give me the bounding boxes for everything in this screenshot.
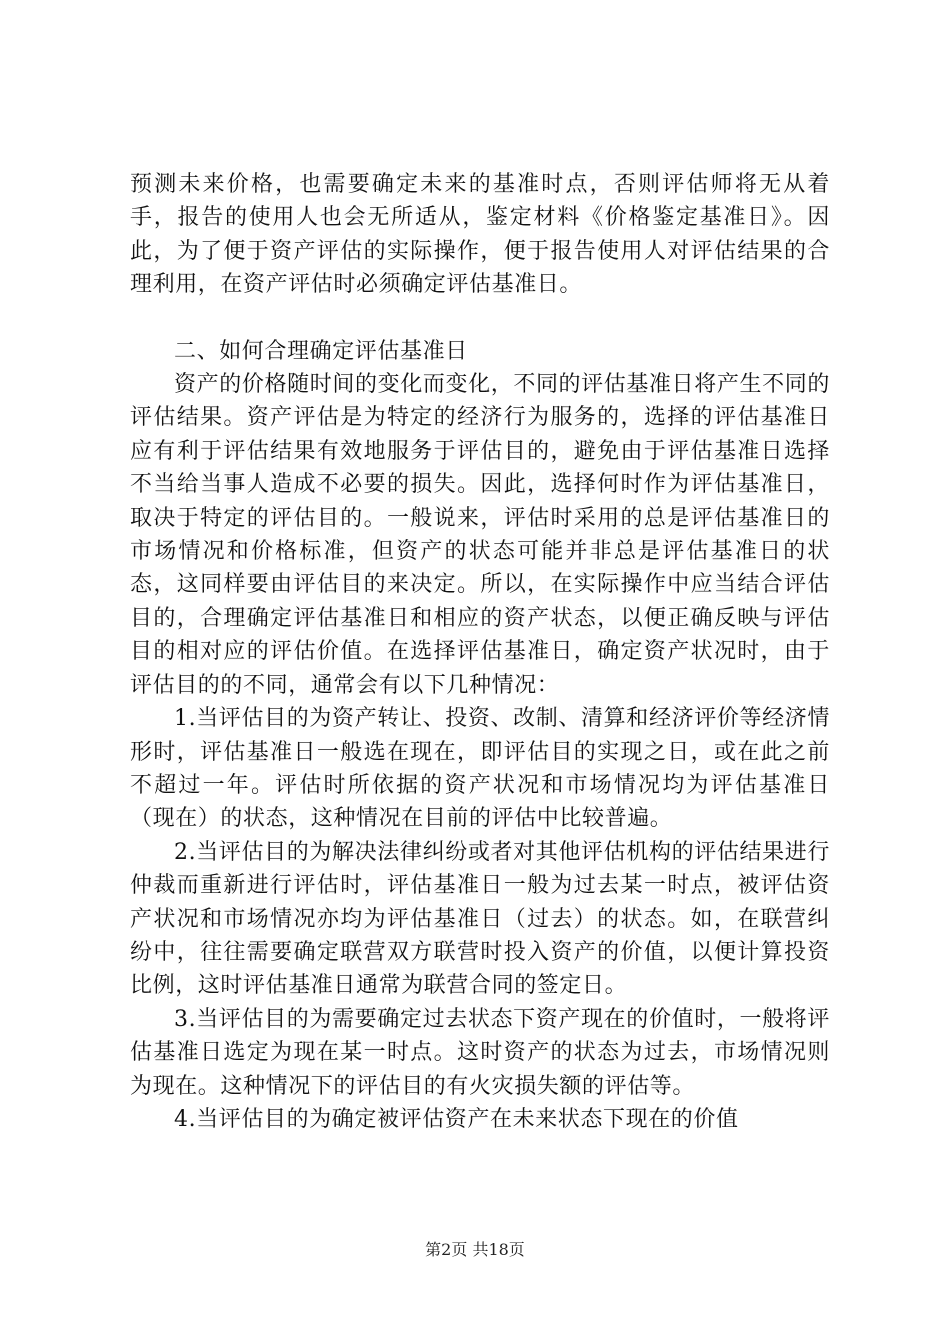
paragraph-item-3: 3.当评估目的为需要确定过去状态下资产现在的价值时，一般将评估基准日选定为现在某一时点。这时资产的状态为过去，市场情况则为现在。这种情况下的评估目的有火灾损失额的评估等。 [130, 1006, 830, 1099]
section-heading: 二、如何合理确定评估基准日 [174, 338, 468, 364]
paragraph-intro: 预测未来价格，也需要确定未来的基准时点，否则评估师将无从着手，报告的使用人也会无所适从，鉴定材料《价格鉴定基准日》。因此，为了便于资产评估的实际操作，便于报告使用人对评估结果的合理利用，在资产评估时必须确定评估基准日。 [130, 172, 830, 298]
paragraph-item-2: 2.当评估目的为解决法律纠纷或者对其他评估机构的评估结果进行仲裁而重新进行评估时，评估基准日一般为过去某一时点，被评估资产状况和市场情况亦均为评估基准日（过去）的状态。如，在联营纠纷中，往往需要确定联营双方联营时投入资产的价值，以便计算投资比例，这时评估基准日通常为联营合同的签定日。 [130, 839, 830, 999]
paragraph-item-1: 1.当评估目的为资产转让、投资、改制、清算和经济评价等经济情形时，评估基准日一般选在现在，即评估目的实现之日，或在此之前不超过一年。评估时所依据的资产状况和市场情况均为评估基准日（现在）的状态，这种情况在目前的评估中比较普遍。 [130, 706, 830, 832]
page-footer: 第2页 共18页 [425, 1240, 525, 1259]
paragraph-gap [130, 302, 830, 335]
paragraph-item-4: 4.当评估目的为确定被评估资产在未来状态下现在的价值 [174, 1106, 739, 1132]
paragraph-section-body: 资产的价格随时间的变化而变化，不同的评估基准日将产生不同的评估结果。资产评估是为特定的经济行为服务的，选择的评估基准日应有利于评估结果有效地服务于评估目的，避免由于评估基准日选择不当给当事人造成不必要的损失。因此，选择何时作为评估基准日，取决于特定的评估目的。一般说来，评估时采用的总是评估基准日的市场情况和价格标准，但资产的状态可能并非总是评估基准日的状态，这同样要由评估目的来决定。所以，在实际操作中应当结合评估目的，合理确定评估基准日和相应的资产状态，以便正确反映与评估目的相对应的评估价值。在选择评估基准日，确定资产状况时，由于评估目的的不同，通常会有以下几种情况： [130, 372, 830, 698]
document-body [130, 168, 830, 1136]
